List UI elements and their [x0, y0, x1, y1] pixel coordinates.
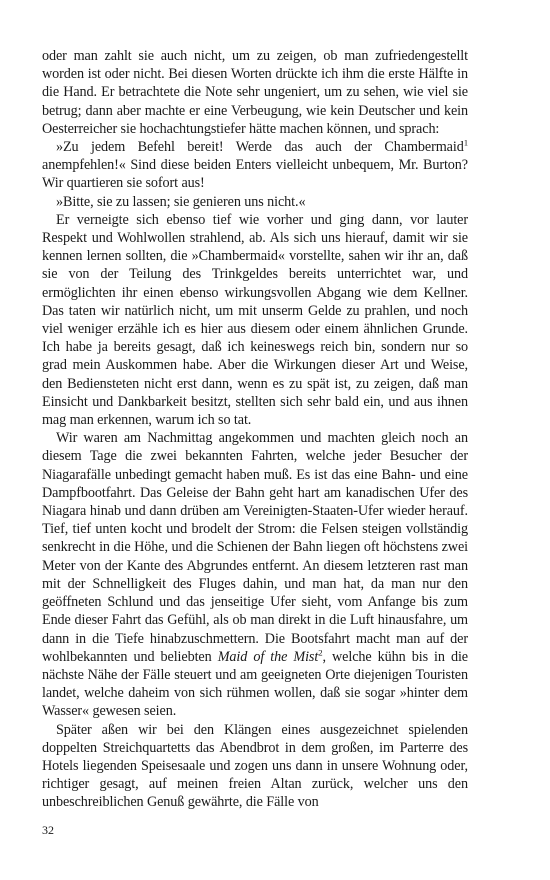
paragraph-4-text: Er verneigte sich ebenso tief wie vorher und ging dann, vor lauter Respekt und Wohlwollen strahlend, ab. Als sich uns hierauf, damit wir sie kennen lernen sollten, die »Chambermaid« vorstellte, sahen wir ihr an, daß sie von der Teilung des Trinkgeldes bereits unterrichtet war, und ermöglichten ihr einen ebenso wirkungsvollen Abgang wie dem Kellner. Das taten wir natürlich nicht, um mit unserm Gelde zu prahlen, und noch viel weniger erzähle ich es hier aus diesem oder einem ähnlichen Grunde. Ich habe ja bereits gesagt, daß ich keineswegs reich bin, sondern nur so grad mein Auskommen habe. Aber die Wirkungen dieser Art und Weise, den Bediensteten nicht erst dann, wenn es zu spät ist, zu zeigen, daß man Einsicht und Dankbarkeit besitzt, stellten sich sehr bald ein, und aus ihnen mag man erkennen, warum ich so tat. — [42, 211, 468, 429]
ship-name: Maid of the Mist — [217, 648, 319, 665]
paragraph-2-text-a: »Zu jedem Befehl bereit! Werde das auch der Chambermaid — [56, 139, 464, 156]
footnote-mark-2: 2 — [318, 646, 323, 657]
paragraph-5 — [42, 429, 468, 720]
paragraph-6 — [42, 721, 468, 812]
paragraph-1 — [42, 47, 468, 138]
paragraph-3 — [42, 193, 468, 211]
paragraph-6-text: Später aßen wir bei den Klängen eines ausgezeichnet spielenden doppelten Streichquartetts das Abendbrot in dem großen, im Parterre des Hotels liegenden Speisesaale und zogen uns dann in unsere Wohnung oder, richtiger gesagt, auf meinen freien Altan zurück, welcher uns den unbeschreiblichen Genuß gewährte, die Fälle von — [42, 721, 468, 811]
paragraph-3-text: »Bitte, sie zu lassen; sie genieren uns nicht.« — [56, 193, 306, 210]
paragraph-5-text-a: Wir waren am Nachmittag angekommen und machten gleich noch an diesem Tage die zwei bekannten Fahrten, welche jeder Besucher der Niagarafälle unbedingt gemacht haben muß. Es ist das eine Bahn- und eine Dampfbootfahrt. Das Geleise der Bahn geht hart am kanadischen Ufer des Niagara hinab und dann drüben am Vereinigten-Staaten-Ufer wieder herauf. Tief, tief unten kocht und brodelt der Strom: die Felsen steigen vollständig senkrecht in die Höhe, und die Schienen der Bahn liegen oft höchstens zwei Meter von der Kante des Abgrundes entfernt. An diesem letzteren rast man mit der Schnelligkeit des Fluges dahin, und man hat, da man nur den geöffneten Schlund und das jenseitige Ufer sieht, vom Anfange bis zum Ende dieser Fahrt das Gefühl, als ob man direkt in die Luft hinausfahre, um dann in die Tiefe hinabzuschmettern. Die Bootsfahrt macht man auf der wohlbekannten und beliebten — [42, 430, 468, 665]
paragraph-2 — [42, 138, 468, 193]
page-body — [42, 47, 468, 812]
page-number: 32 — [42, 823, 54, 837]
paragraph-4 — [42, 211, 468, 429]
paragraph-5-text-b: , welche kühn bis in die nächste Nähe der Fälle steuert und am geeigneten Orte diejenigen Touristen landet, welche daheim von sich rühmen wollen, daß sie sogar »hinter dem Wasser« gewesen seien. — [42, 648, 469, 720]
paragraph-1-text: oder man zahlt sie auch nicht, um zu zeigen, ob man zufriedengestellt worden ist oder nicht. Bei diesen Worten drückte ich ihm die erste Hälfte in die Hand. Er betrachtete die Note sehr ungeniert, um zu sehen, wie viel sie betrug; dann aber machte er eine Verbeugung, wie kein Deutscher und kein Oesterreicher sie hochachtungstiefer hätte machen können, und sprach: — [42, 48, 468, 137]
paragraph-2-text-b: anempfehlen!« Sind diese beiden Enters vielleicht unbequem, Mr. Burton? Wir quartieren sie sofort aus! — [42, 157, 468, 192]
footnote-mark-1: 1 — [463, 137, 468, 148]
